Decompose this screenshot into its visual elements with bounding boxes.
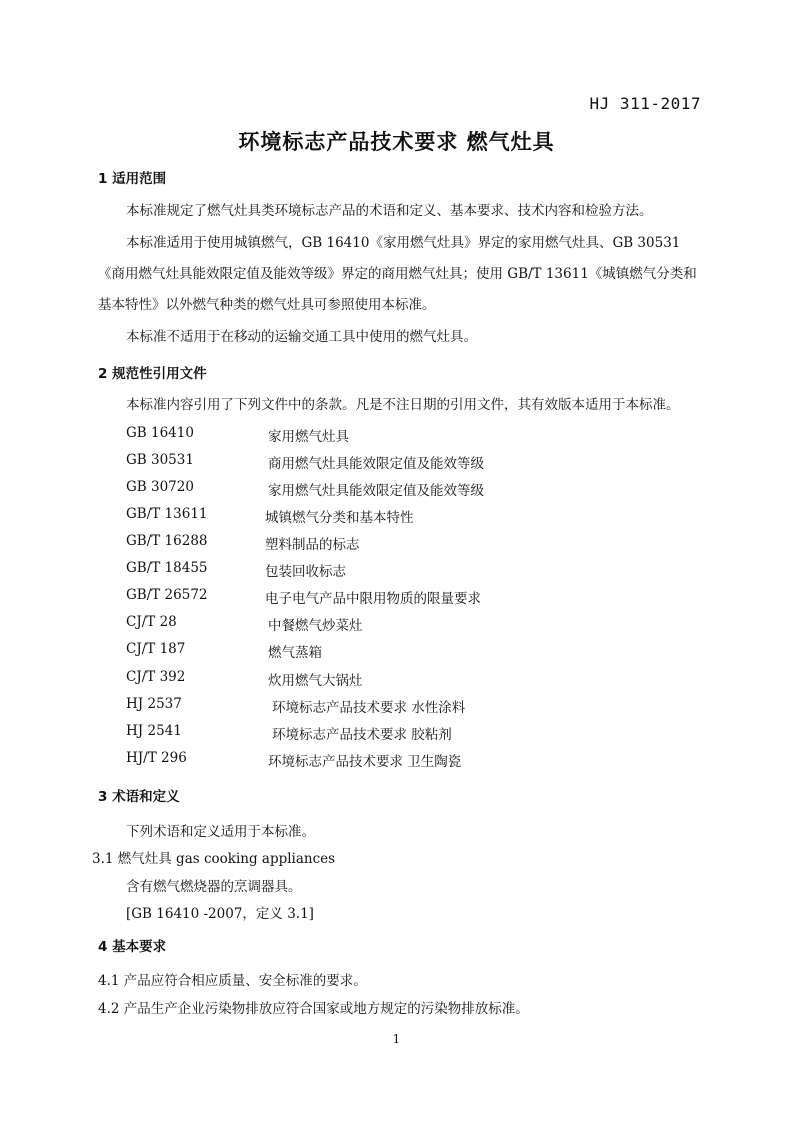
reference-code: CJ/T 392 <box>126 669 186 685</box>
reference-name: 包装回收标志 <box>265 564 346 580</box>
reference-name: 商用燃气灶具能效限定值及能效等级 <box>268 456 484 472</box>
reference-name: 塑料制品的标志 <box>265 537 360 553</box>
reference-name: 家用燃气灶具 <box>268 429 349 445</box>
document-title: 环境标志产品技术要求 燃气灶具 <box>238 130 555 154</box>
section-3-heading: 3 术语和定义 <box>98 789 180 805</box>
reference-name: 环境标志产品技术要求 胶粘剂 <box>272 727 452 743</box>
reference-code: HJ 2541 <box>126 723 182 739</box>
reference-code: HJ/T 296 <box>126 750 187 766</box>
term-entry: 3.1 燃气灶具 gas cooking appliances <box>92 851 336 867</box>
reference-name: 炊用燃气大锅灶 <box>268 673 363 689</box>
term-definition: 含有燃气燃烧器的烹调器具。 <box>126 879 302 895</box>
reference-name: 家用燃气灶具能效限定值及能效等级 <box>268 483 484 499</box>
reference-name: 中餐燃气炒菜灶 <box>268 618 363 634</box>
reference-name: 燃气蒸箱 <box>268 645 322 661</box>
section-2-intro: 本标准内容引用了下列文件中的条款。凡是不注日期的引用文件，其有效版本适用于本标准。 <box>126 397 680 413</box>
section-1-paragraph-3: 本标准不适用于在移动的运输交通工具中使用的燃气灶具。 <box>126 329 477 345</box>
reference-code: GB 16410 <box>126 425 194 441</box>
reference-code: HJ 2537 <box>126 696 182 712</box>
reference-name: 环境标志产品技术要求 水性涂料 <box>272 700 466 716</box>
section-1-paragraph-2: 本标准适用于使用城镇燃气，GB 16410《家用燃气灶具》界定的家用燃气灶具、GB 30531《商用燃气灶具能效限定值及能效等级》界定的商用燃气灶具；使用 GB/T 13611《城镇燃气分类和基本特性》以外燃气种类的燃气灶具可参照使用本标准。 <box>98 235 697 313</box>
section-4-heading: 4 基本要求 <box>98 939 167 955</box>
section-1-heading: 1 适用范围 <box>98 171 167 187</box>
section-3-intro: 下列术语和定义适用于本标准。 <box>126 824 315 840</box>
term-source: [GB 16410 -2007，定义 3.1] <box>126 906 314 922</box>
section-2-heading: 2 规范性引用文件 <box>98 366 207 382</box>
reference-code: GB/T 13611 <box>126 506 208 522</box>
reference-code: GB 30720 <box>126 479 194 495</box>
reference-code: CJ/T 187 <box>126 641 186 657</box>
reference-code: GB 30531 <box>126 452 194 468</box>
reference-name: 环境标志产品技术要求 卫生陶瓷 <box>268 754 462 770</box>
reference-code: GB/T 16288 <box>126 533 208 549</box>
reference-name: 电子电气产品中限用物质的限量要求 <box>265 591 481 607</box>
requirement-4-2: 4.2 产品生产企业污染物排放应符合国家或地方规定的污染物排放标准。 <box>98 1001 529 1017</box>
standard-code: HJ 311-2017 <box>589 94 701 113</box>
page-number: 1 <box>392 1032 401 1046</box>
reference-name: 城镇燃气分类和基本特性 <box>265 510 414 526</box>
reference-code: CJ/T 28 <box>126 614 177 630</box>
reference-code: GB/T 18455 <box>126 560 208 576</box>
reference-code: GB/T 26572 <box>126 587 208 603</box>
requirement-4-1: 4.1 产品应符合相应质量、安全标准的要求。 <box>98 973 367 989</box>
section-1-paragraph-1: 本标准规定了燃气灶具类环境标志产品的术语和定义、基本要求、技术内容和检验方法。 <box>126 203 653 219</box>
